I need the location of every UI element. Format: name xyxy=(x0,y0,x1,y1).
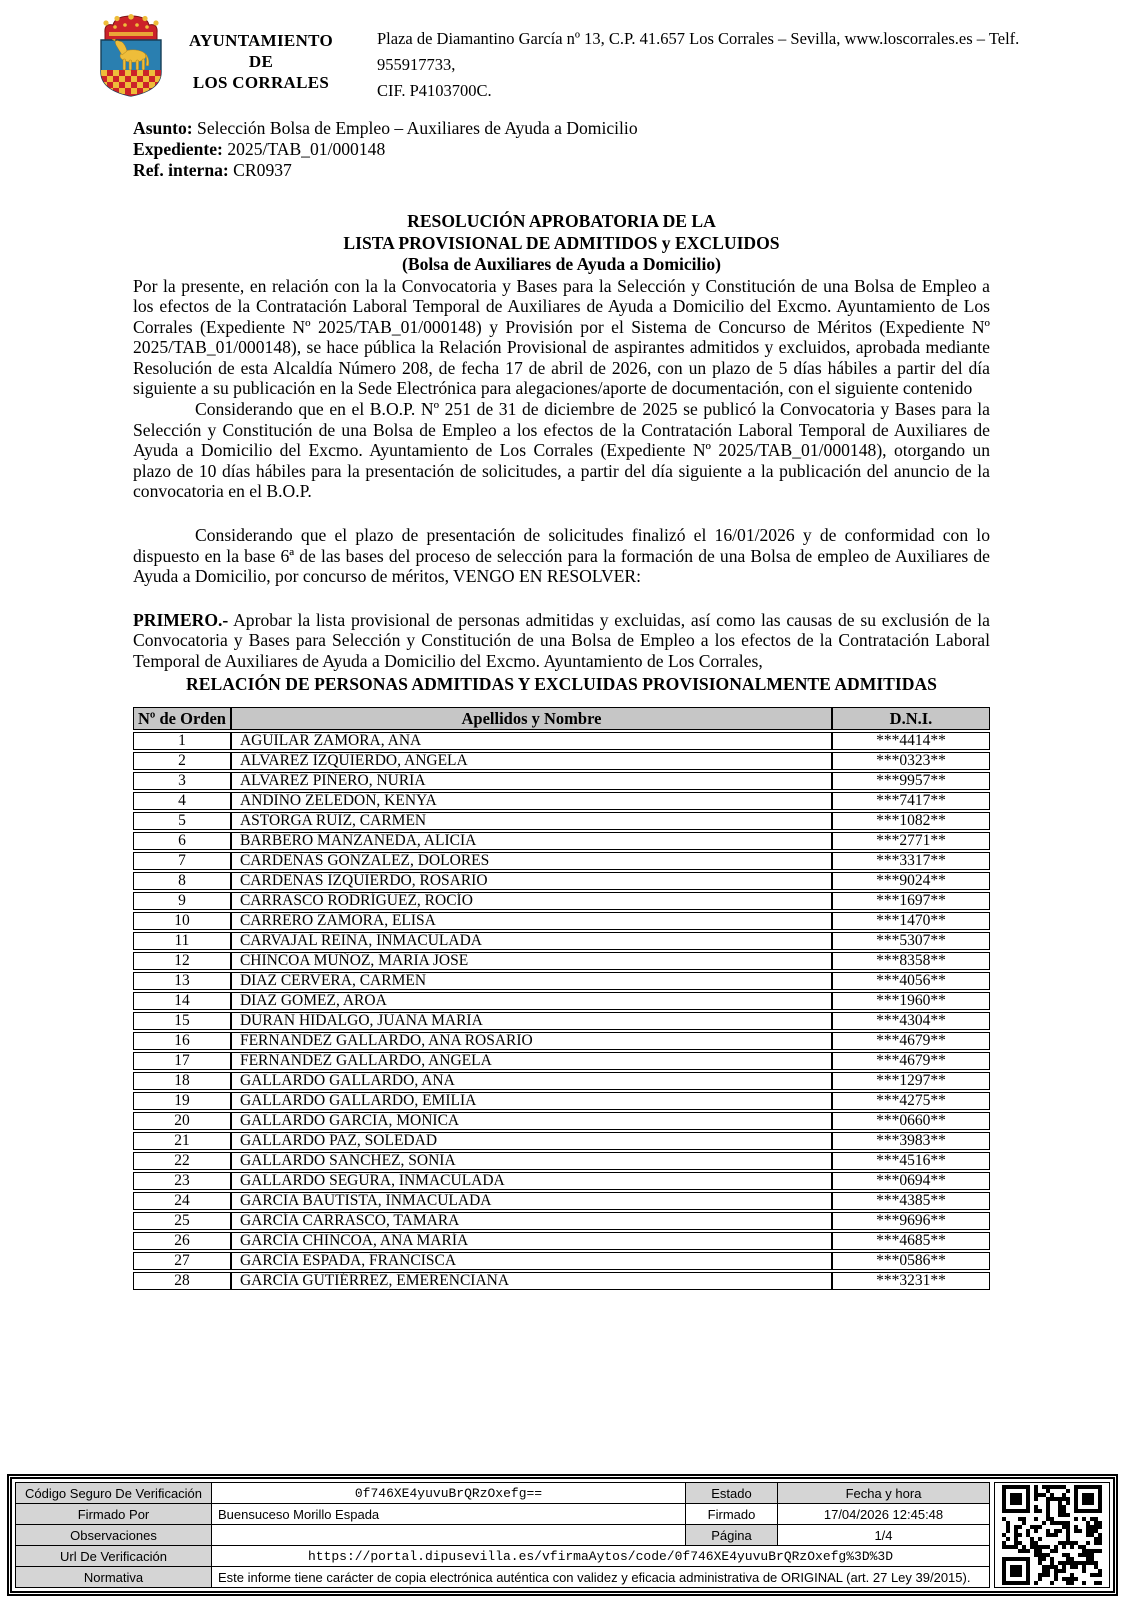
firmado-por-label: Firmado Por xyxy=(16,1504,212,1525)
row-nombre: ANDINO ZELEDON, KENYA xyxy=(231,792,832,810)
table-row xyxy=(133,752,990,770)
row-nombre: GALLARDO GARCIA, MONICA xyxy=(231,1112,832,1130)
asunto-label: Asunto: xyxy=(133,118,193,138)
row-dni: ***1960** xyxy=(832,992,990,1010)
table-row xyxy=(133,1252,990,1270)
org-address xyxy=(377,26,1025,104)
col-header-nombre: Apellidos y Nombre xyxy=(231,707,832,730)
meta-ref-interna xyxy=(133,160,990,181)
row-dni: ***9696** xyxy=(832,1212,990,1230)
row-orden: 8 xyxy=(133,872,231,890)
expediente-label: Expediente: xyxy=(133,139,223,159)
row-orden: 1 xyxy=(133,732,231,750)
primero-text: Aprobar la lista provisional de personas admitidas y excluidas, así como las causas de su exclusión de la Convocatoria y Bases para Selección y Constitución de una Bolsa de Empleo a los efectos de la Contratación Laboral Temporal de Auxiliares de Ayuda a Domicilio del Excmo. Ayuntamiento de Los Corrales, xyxy=(133,609,990,671)
row-dni: ***1697** xyxy=(832,892,990,910)
row-nombre: CARRERO ZAMORA, ELISA xyxy=(231,912,832,930)
row-orden: 21 xyxy=(133,1132,231,1150)
expediente-value: 2025/TAB_01/000148 xyxy=(227,139,386,159)
observaciones-label: Observaciones xyxy=(16,1525,212,1546)
row-dni: ***0694** xyxy=(832,1172,990,1190)
row-dni: ***4679** xyxy=(832,1052,990,1070)
footer-row-firmado xyxy=(16,1504,990,1525)
footer-row-observaciones xyxy=(16,1525,990,1546)
admitted-table xyxy=(133,705,990,1292)
row-orden: 9 xyxy=(133,892,231,910)
row-orden: 11 xyxy=(133,932,231,950)
footer-row-url xyxy=(16,1546,990,1567)
row-dni: ***2771** xyxy=(832,832,990,850)
org-name xyxy=(175,30,347,88)
row-nombre: CARRASCO RODRÍGUEZ, ROCÍO xyxy=(231,892,832,910)
qr-code-icon xyxy=(1002,1485,1102,1585)
table-row xyxy=(133,732,990,750)
asunto-value: Selección Bolsa de Empleo – Auxiliares de Ayuda a Domicilio xyxy=(197,118,638,138)
org-name-line2: DE xyxy=(248,52,274,71)
table-row xyxy=(133,1272,990,1290)
row-nombre: AGUILAR ZAMORA, ANA xyxy=(231,732,832,750)
row-nombre: ALVAREZ PIÑERO, NURIA xyxy=(231,772,832,790)
pagina-label: Página xyxy=(686,1525,778,1546)
row-dni: ***3231** xyxy=(832,1272,990,1290)
table-row xyxy=(133,1132,990,1150)
row-nombre: GARCÍA GUTIÉRREZ, EMERENCIANA xyxy=(231,1272,832,1290)
paragraph-intro: Por la presente, en relación con la la Convocatoria y Bases para la Selección y Constitución de una Bolsa de Empleo a los efectos de la Contratación Laboral Temporal de Auxiliares de Ayuda a Domicilio del Excmo. Ayuntamiento de Los Corrales (Expediente Nº 2025/TAB_01/000148) y Provisión por el Sistema de Concurso de Méritos (Expediente Nº 2025/TAB_01/000148), se hace pública la Relación Provisional de aspirantes admitidos y excluidos, aprobada mediante Resolución de esta Alcaldía Número 208, de fecha 17 de abril de 2026, con un plazo de 5 días hábiles a partir del día siguiente a su publicación en la Sede Electrónica para alegaciones/aporte de documentación, con el siguiente contenido xyxy=(133,275,990,399)
col-header-orden: Nº de Orden xyxy=(133,707,231,730)
org-address-line2: CIF. P4103700C. xyxy=(377,81,492,100)
row-nombre: CARDENAS GONZALEZ, DOLORES xyxy=(231,852,832,870)
table-row xyxy=(133,992,990,1010)
row-nombre: CHINCOA MUÑOZ, MARIA JOSE xyxy=(231,952,832,970)
row-dni: ***9957** xyxy=(832,772,990,790)
table-row xyxy=(133,1092,990,1110)
table-row xyxy=(133,832,990,850)
row-orden: 4 xyxy=(133,792,231,810)
csv-value: 0f746XE4yuvuBrQRzOxefg== xyxy=(212,1483,686,1504)
row-nombre: GALLARDO PAZ, SOLEDAD xyxy=(231,1132,832,1150)
row-dni: ***1082** xyxy=(832,812,990,830)
row-orden: 16 xyxy=(133,1032,231,1050)
row-nombre: CARDENAS IZQUIERDO, ROSARIO xyxy=(231,872,832,890)
row-dni: ***1297** xyxy=(832,1072,990,1090)
table-header-row xyxy=(133,707,990,730)
normativa-label: Normativa xyxy=(16,1567,212,1588)
row-nombre: BARBERO MANZANEDA, ALICIA xyxy=(231,832,832,850)
row-nombre: GARCIA BAUTISTA, INMACULADA xyxy=(231,1192,832,1210)
row-nombre: GARCÍA CHINCOA, ANA MARÍA xyxy=(231,1232,832,1250)
row-nombre: CARVAJAL REINA, INMACULADA xyxy=(231,932,832,950)
table-row xyxy=(133,912,990,930)
row-dni: ***4304** xyxy=(832,1012,990,1030)
page-header xyxy=(95,12,1030,104)
row-orden: 20 xyxy=(133,1112,231,1130)
row-nombre: DURAN HIDALGO, JUANA MARIA xyxy=(231,1012,832,1030)
row-orden: 13 xyxy=(133,972,231,990)
row-dni: ***4679** xyxy=(832,1032,990,1050)
admitted-table-head xyxy=(133,707,990,730)
coat-of-arms-icon xyxy=(95,14,167,98)
footer-row-normativa xyxy=(16,1567,990,1588)
row-orden: 22 xyxy=(133,1152,231,1170)
row-orden: 17 xyxy=(133,1052,231,1070)
verification-table xyxy=(15,1482,990,1588)
paragraph-considerando-1: Considerando que en el B.O.P. Nº 251 de 31 de diciembre de 2025 se publicó la Convocatoria y Bases para la Selección y Constitución de una Bolsa de Empleo a los efectos de la Contratación Laboral Temporal de Auxiliares de Ayuda a Domicilio del Excmo. Ayuntamiento de Los Corrales (Expediente Nº 2025/TAB_01/000148), otorgando un plazo de 10 días hábiles para la presentación de solicitudes, a partir del día siguiente a la publicación del anuncio de la convocatoria en el B.O.P. xyxy=(133,399,990,502)
row-orden: 27 xyxy=(133,1252,231,1270)
row-nombre: ASTORGA RUIZ, CARMEN xyxy=(231,812,832,830)
col-header-dni: D.N.I. xyxy=(832,707,990,730)
row-orden: 19 xyxy=(133,1092,231,1110)
title-line3: (Bolsa de Auxiliares de Ayuda a Domicilio) xyxy=(402,254,721,274)
table-row xyxy=(133,1112,990,1130)
row-orden: 18 xyxy=(133,1072,231,1090)
table-row xyxy=(133,792,990,810)
table-row xyxy=(133,932,990,950)
ref-interna-label: Ref. interna: xyxy=(133,160,229,180)
row-dni: ***5307** xyxy=(832,932,990,950)
table-row xyxy=(133,1232,990,1250)
table-row xyxy=(133,1212,990,1230)
firmado-status: Firmado xyxy=(686,1504,778,1525)
row-dni: ***0323** xyxy=(832,752,990,770)
url-value: https://portal.dipusevilla.es/vfirmaAytos/code/0f746XE4yuvuBrQRzOxefg%3D%3D xyxy=(212,1546,990,1567)
row-dni: ***4414** xyxy=(832,732,990,750)
row-orden: 7 xyxy=(133,852,231,870)
paragraph-primero xyxy=(133,610,990,672)
row-dni: ***0586** xyxy=(832,1252,990,1270)
table-row xyxy=(133,1032,990,1050)
row-orden: 26 xyxy=(133,1232,231,1250)
row-orden: 5 xyxy=(133,812,231,830)
table-row xyxy=(133,952,990,970)
row-dni: ***4056** xyxy=(832,972,990,990)
row-dni: ***4385** xyxy=(832,1192,990,1210)
paragraph-considerando-2: Considerando que el plazo de presentación de solicitudes finalizó el 16/01/2026 y de conformidad con lo dispuesto en la base 6ª de las bases del proceso de selección para la formación de una Bolsa de empleo de Auxiliares de Ayuda a Domicilio, por concurso de méritos, VENGO EN RESOLVER: xyxy=(133,525,990,587)
meta-expediente xyxy=(133,139,990,160)
fecha-hora-value: 17/04/2026 12:45:48 xyxy=(778,1504,990,1525)
table-row xyxy=(133,852,990,870)
org-name-line3: LOS CORRALES xyxy=(192,73,330,88)
row-dni: ***4516** xyxy=(832,1152,990,1170)
row-nombre: ALVAREZ IZQUIERDO, ANGELA xyxy=(231,752,832,770)
url-label: Url De Verificación xyxy=(16,1546,212,1567)
normativa-value: Este informe tiene carácter de copia electrónica auténtica con validez y eficacia administrativa de ORIGINAL (art. 27 Ley 39/2015). xyxy=(212,1567,990,1588)
table-row xyxy=(133,772,990,790)
table-row xyxy=(133,872,990,890)
ref-interna-value: CR0937 xyxy=(233,160,292,180)
firmado-por-value: Buensuceso Morillo Espada xyxy=(212,1504,686,1525)
admitted-table-body xyxy=(133,732,990,1290)
fecha-hora-label: Fecha y hora xyxy=(778,1483,990,1504)
row-nombre: GALLARDO SEGURA, INMACULADA xyxy=(231,1172,832,1190)
row-orden: 15 xyxy=(133,1012,231,1030)
relacion-heading: RELACIÓN DE PERSONAS ADMITIDAS Y EXCLUIDAS PROVISIONALMENTE ADMITIDAS xyxy=(186,673,937,694)
row-nombre: DIAZ GOMEZ, AROA xyxy=(231,992,832,1010)
table-row xyxy=(133,1192,990,1210)
table-row xyxy=(133,1012,990,1030)
org-name-line1: AYUNTAMIENTO xyxy=(188,31,334,50)
row-nombre: GALLARDO SANCHEZ, SONIA xyxy=(231,1152,832,1170)
row-nombre: FERNANDEZ GALLARDO, ANA ROSARIO xyxy=(231,1032,832,1050)
primero-label: PRIMERO.- xyxy=(133,609,229,630)
row-dni: ***7417** xyxy=(832,792,990,810)
row-orden: 3 xyxy=(133,772,231,790)
row-orden: 28 xyxy=(133,1272,231,1290)
row-nombre: FERNANDEZ GALLARDO, ANGELA xyxy=(231,1052,832,1070)
table-row xyxy=(133,1152,990,1170)
table-row xyxy=(133,812,990,830)
row-dni: ***8358** xyxy=(832,952,990,970)
row-orden: 6 xyxy=(133,832,231,850)
row-nombre: GALLARDO GALLARDO, ANA xyxy=(231,1072,832,1090)
document-body xyxy=(133,118,990,1292)
row-dni: ***3983** xyxy=(832,1132,990,1150)
title-line2: LISTA PROVISIONAL DE ADMITIDOS y EXCLUIDOS xyxy=(343,232,780,253)
row-nombre: GALLARDO GALLARDO, EMILIA xyxy=(231,1092,832,1110)
table-row xyxy=(133,1072,990,1090)
footer-row-csv xyxy=(16,1483,990,1504)
row-nombre: GARCÍA ESPADA, FRANCISCA xyxy=(231,1252,832,1270)
row-orden: 12 xyxy=(133,952,231,970)
qr-code-box xyxy=(994,1482,1110,1588)
row-dni: ***0660** xyxy=(832,1112,990,1130)
title-line1: RESOLUCIÓN APROBATORIA DE LA xyxy=(407,211,716,231)
row-dni: ***4685** xyxy=(832,1232,990,1250)
estado-label: Estado xyxy=(686,1483,778,1504)
table-row xyxy=(133,972,990,990)
row-dni: ***1470** xyxy=(832,912,990,930)
org-address-line1: Plaza de Diamantino García nº 13, C.P. 41.657 Los Corrales – Sevilla, www.loscorrales.es – Telf. 955917733, xyxy=(377,29,1020,74)
row-dni: ***9024** xyxy=(832,872,990,890)
row-dni: ***3317** xyxy=(832,852,990,870)
table-row xyxy=(133,1052,990,1070)
document-title xyxy=(133,211,990,276)
row-orden: 14 xyxy=(133,992,231,1010)
table-row xyxy=(133,892,990,910)
row-orden: 25 xyxy=(133,1212,231,1230)
csv-label: Código Seguro De Verificación xyxy=(16,1483,212,1504)
row-nombre: DIAZ CERVERA, CARMEN xyxy=(231,972,832,990)
observaciones-value xyxy=(212,1525,686,1546)
row-orden: 24 xyxy=(133,1192,231,1210)
pagina-value: 1/4 xyxy=(778,1525,990,1546)
row-dni: ***4275** xyxy=(832,1092,990,1110)
table-row xyxy=(133,1172,990,1190)
verification-footer xyxy=(7,1474,1118,1596)
row-orden: 2 xyxy=(133,752,231,770)
row-orden: 23 xyxy=(133,1172,231,1190)
row-orden: 10 xyxy=(133,912,231,930)
meta-asunto xyxy=(133,118,990,139)
row-nombre: GARCÍA CARRASCO, TAMARA xyxy=(231,1212,832,1230)
